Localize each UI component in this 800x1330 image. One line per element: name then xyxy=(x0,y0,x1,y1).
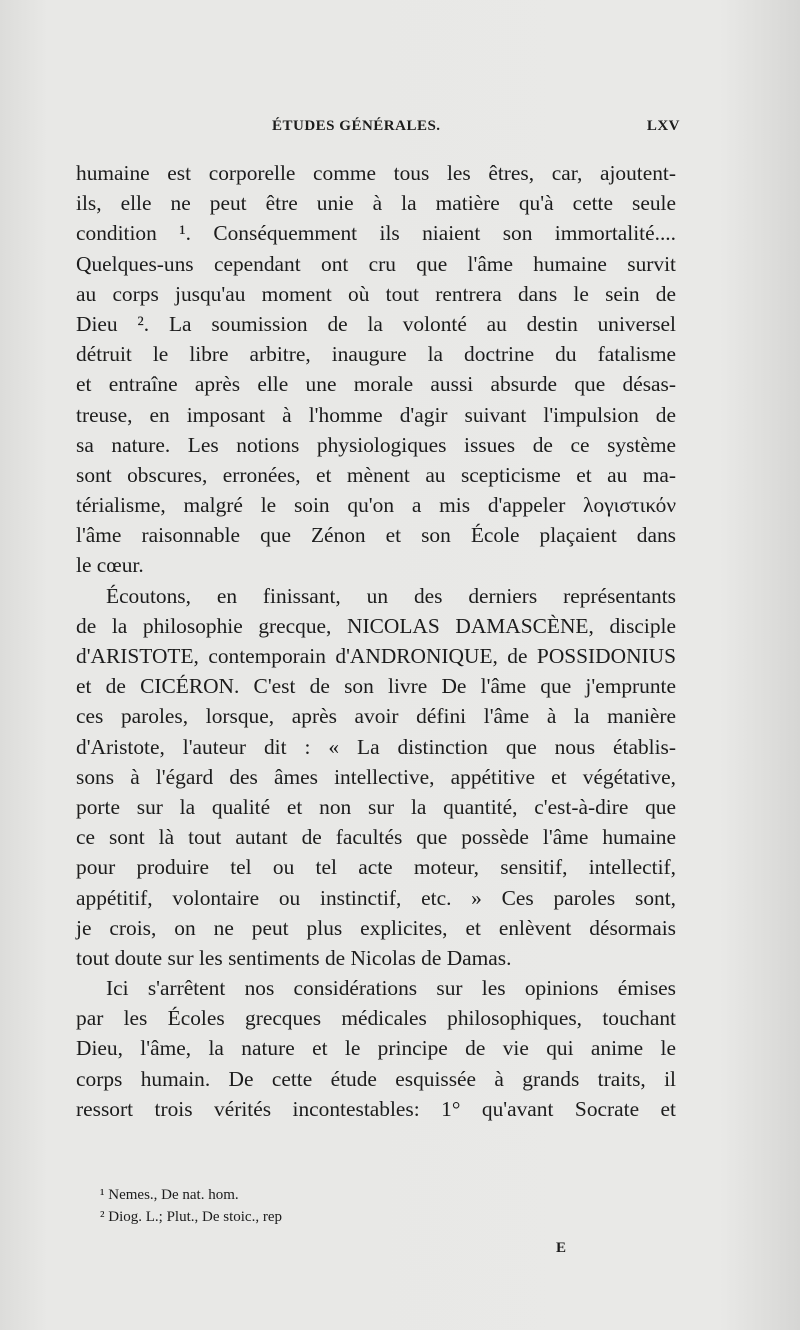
footnote: ¹ Nemes., De nat. hom. xyxy=(100,1187,239,1203)
text-line: sons à l'égard des âmes intellective, appétitive et végétative, xyxy=(76,764,676,789)
text-line: treuse, en imposant à l'homme d'agir suivant l'impulsion de xyxy=(76,402,676,427)
footnotes xyxy=(100,1184,660,1228)
text-line: Dieu ². La soumission de la volonté au destin universel xyxy=(76,311,676,336)
footnote: ² Diog. L.; Plut., De stoic., rep xyxy=(100,1209,282,1225)
text-line: porte sur la qualité et non sur la quantité, c'est-à-dire que xyxy=(76,794,676,819)
running-head xyxy=(76,118,680,140)
text-line: condition ¹. Conséquemment ils niaient son immortalité.... xyxy=(76,221,676,246)
signature-mark: E xyxy=(556,1240,567,1256)
text-line: ressort trois vérités incontestables: 1° qu'avant Socrate et xyxy=(76,1096,676,1121)
text-line: détruit le libre arbitre, inaugure la doctrine du fatalisme xyxy=(76,342,676,367)
text-line: Écoutons, en finissant, un des derniers représentants xyxy=(106,583,676,608)
text-line: ils, elle ne peut être unie à la matière qu'à cette seule xyxy=(76,191,676,216)
text-line: ces paroles, lorsque, après avoir défini l'âme à la manière xyxy=(76,704,676,729)
text-line: l'âme raisonnable que Zénon et son École plaçaient dans xyxy=(76,523,676,548)
text-line: ce sont là tout autant de facultés que possède l'âme humaine xyxy=(76,825,676,850)
text-line: et entraîne après elle une morale aussi absurde que désas- xyxy=(76,372,676,397)
text-line: pour produire tel ou tel acte moteur, sensitif, intellectif, xyxy=(76,855,676,880)
text-line: tout doute sur les sentiments de Nicolas de Damas. xyxy=(76,945,512,970)
text-line: d'Aristote, l'auteur dit : « La distinction que nous établis- xyxy=(76,734,676,759)
text-line: d'ARISTOTE, contemporain d'ANDRONIQUE, de POSSIDONIUS xyxy=(76,644,676,668)
text-line: sa nature. Les notions physiologiques issues de ce système xyxy=(76,432,676,457)
text-line: Quelques-uns cependant ont cru que l'âme humaine survit xyxy=(76,251,676,276)
body-text xyxy=(76,158,676,1124)
text-line: Ici s'arrêtent nos considérations sur les opinions émises xyxy=(106,976,676,1001)
text-line: corps humain. De cette étude esquissée à grands traits, il xyxy=(76,1066,676,1091)
text-line: de la philosophie grecque, NICOLAS DAMASCÈNE, disciple xyxy=(76,613,676,638)
text-line: Dieu, l'âme, la nature et le principe de vie qui anime le xyxy=(76,1036,676,1061)
text-line: térialisme, malgré le soin qu'on a mis d'appeler λογιστικόν xyxy=(76,493,676,518)
text-line: et de CICÉRON. C'est de son livre De l'âme que j'emprunte xyxy=(76,674,676,699)
text-line: sont obscures, erronées, et mènent au scepticisme et au ma- xyxy=(76,462,676,487)
text-line: humaine est corporelle comme tous les êtres, car, ajoutent- xyxy=(76,161,676,185)
running-head-title: ÉTUDES GÉNÉRALES. xyxy=(272,118,441,134)
text-line: le cœur. xyxy=(76,553,144,578)
page-number: LXV xyxy=(646,118,680,134)
text-line: par les Écoles grecques médicales philosophiques, touchant xyxy=(76,1006,676,1031)
text-line: appétitif, volontaire ou instinctif, etc. » Ces paroles sont, xyxy=(76,885,676,910)
text-line: au corps jusqu'au moment où tout rentrera dans le sein de xyxy=(76,281,676,306)
text-line: je crois, on ne peut plus explicites, et enlèvent désormais xyxy=(76,915,676,940)
